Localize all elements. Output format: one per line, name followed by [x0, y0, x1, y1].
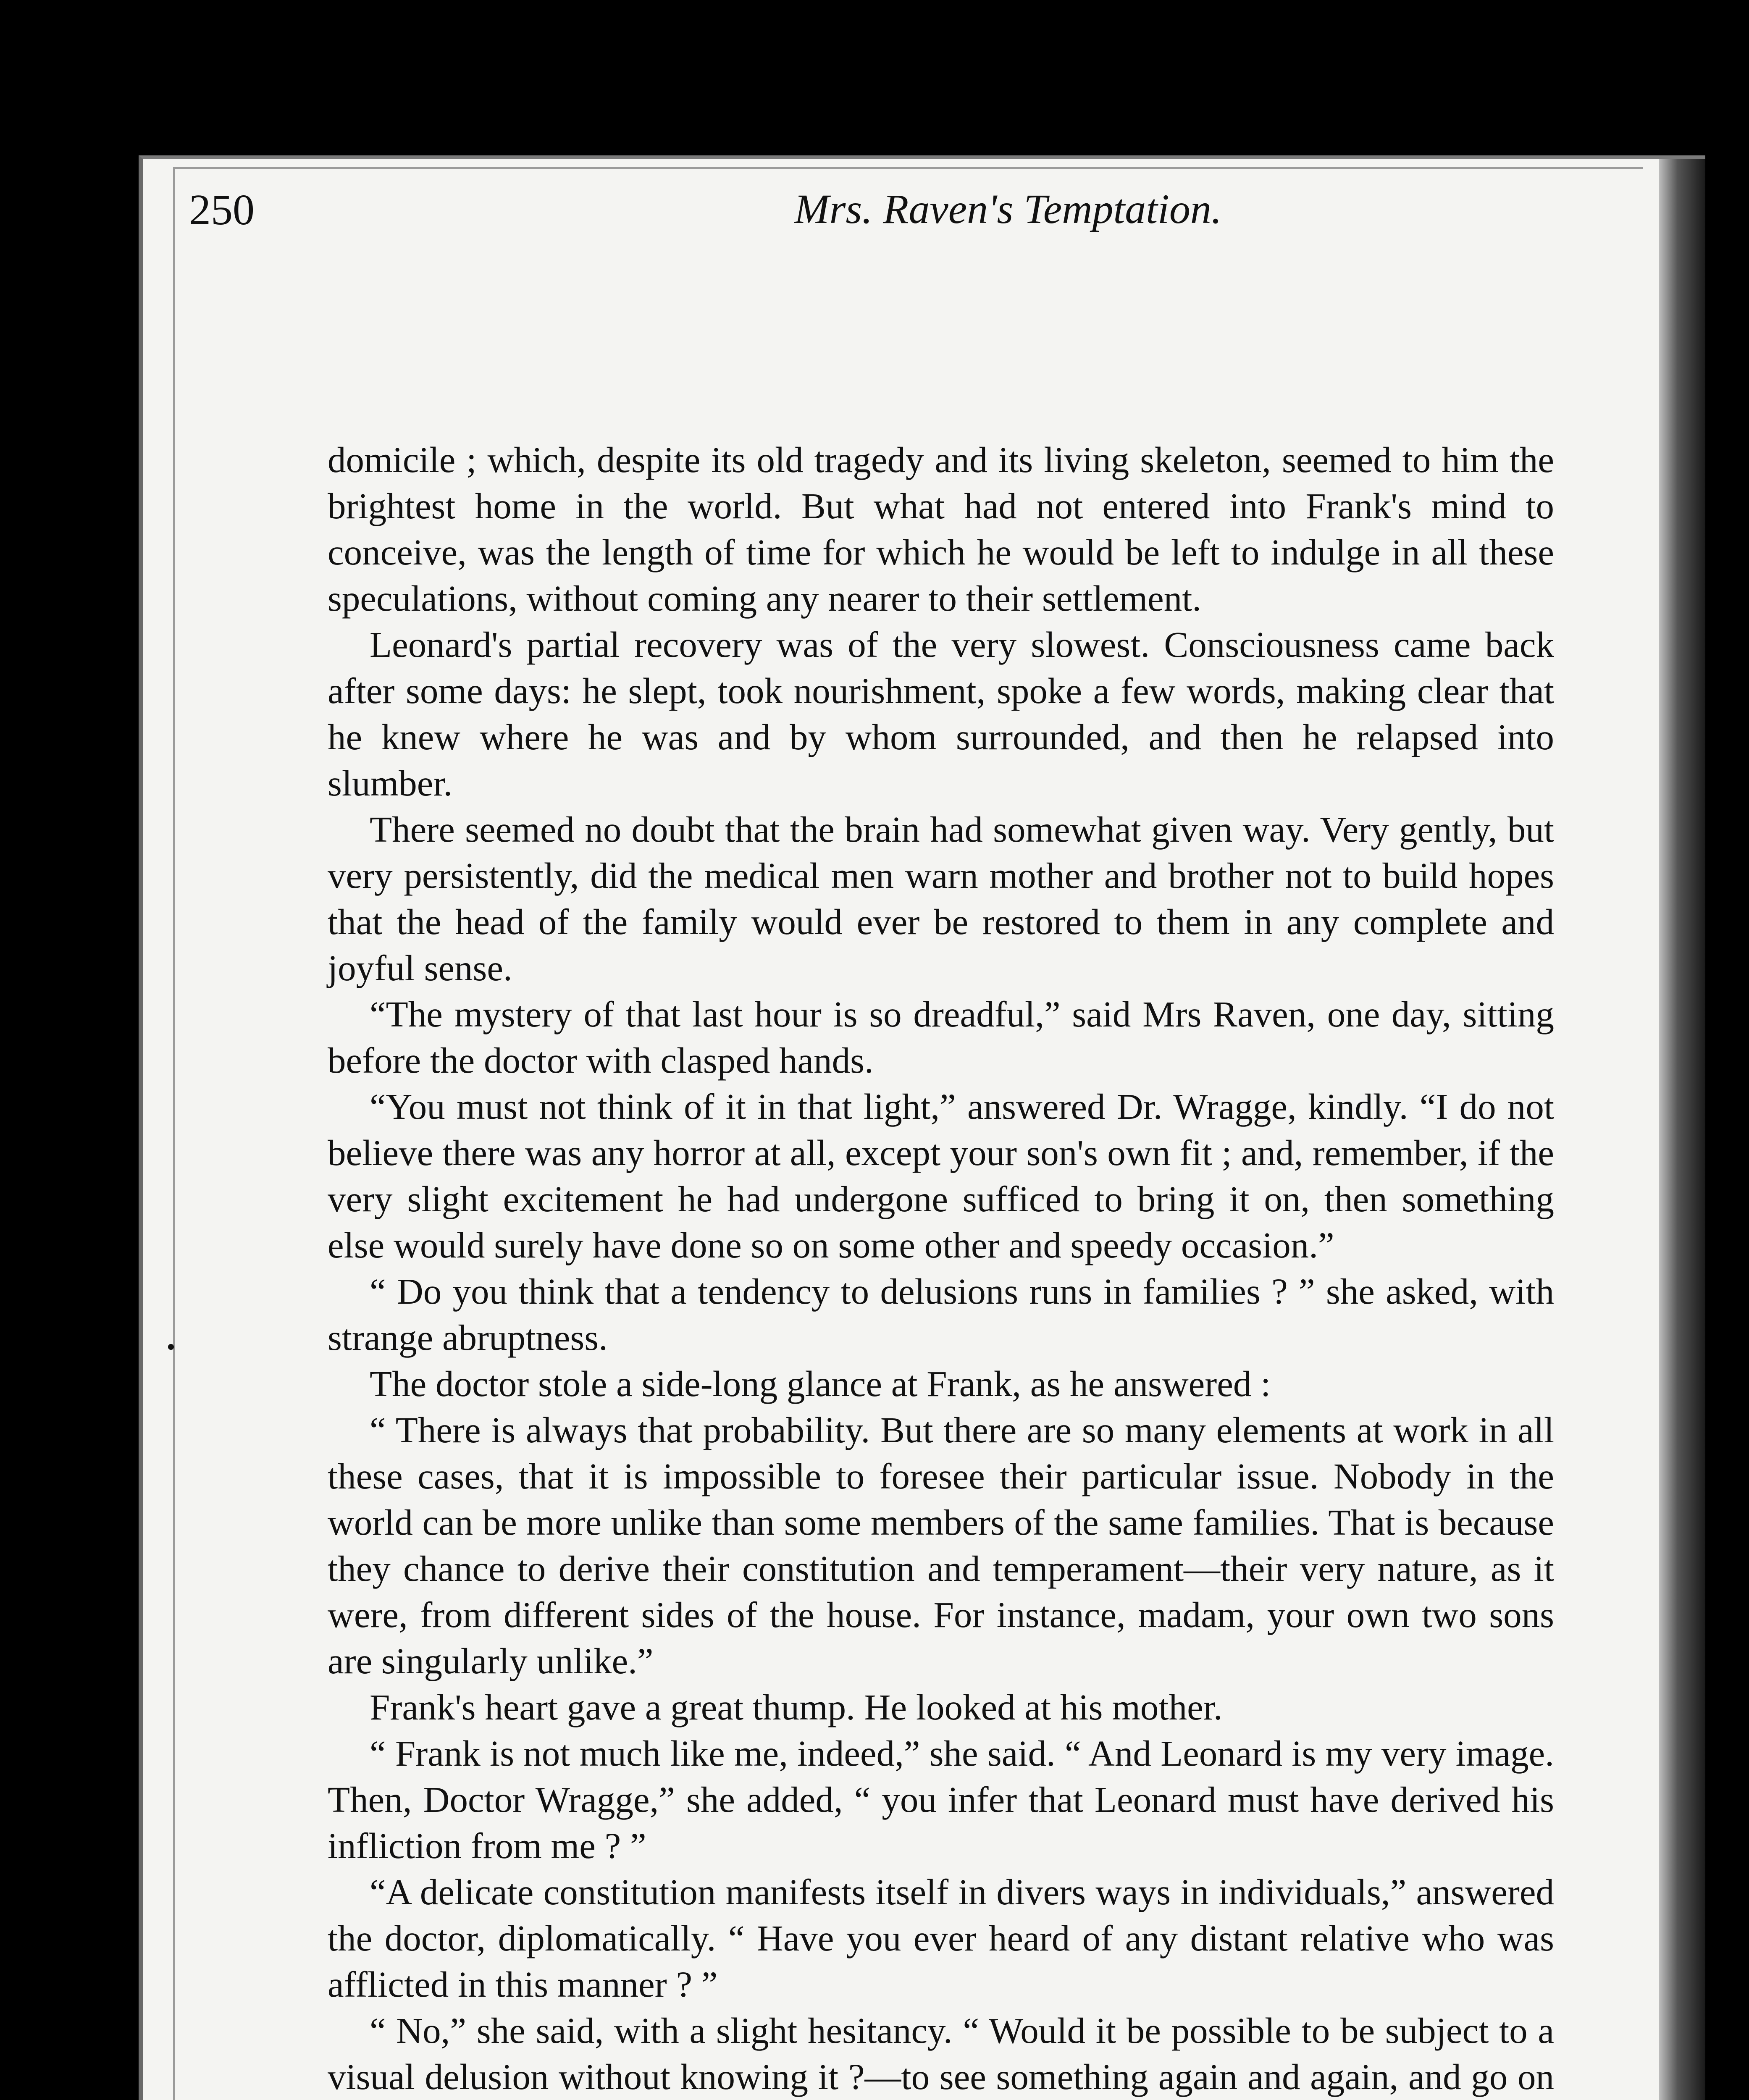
paragraph: “The mystery of that last hour is so dreadful,” said Mrs Raven, one day, sitting before the doctor with clasped hands. — [328, 994, 1554, 1081]
page-number: 250 — [189, 186, 255, 234]
page-border-top — [173, 167, 1643, 169]
paragraph: “ No,” she said, with a slight hesitancy. “ Would it be possible to be subject to a visual delusion without knowing it ?—to see something again and again, and go on — [328, 2010, 1554, 2097]
paragraph: There seemed no doubt that the brain had somewhat given way. Very gently, but very persistently, did the medical men warn mother and brother not to build hopes that the head of the family would ever be restored to them in any complete and joyful sense. — [328, 809, 1554, 988]
paragraph: “ There is always that probability. But there are so many elements at work in all these cases, that it is impossible to foresee their particular issue. Nobody in the world can be more unlike than some members of the same families. That is because they chance to derive their constitution and temperament—their very nature, as it were, from different sides of the house. For instance, madam, your own two sons are singularly unlike.” — [328, 1410, 1554, 1681]
book-spine-shadow — [1659, 159, 1705, 2100]
running-head — [189, 185, 1554, 252]
running-title: Mrs. Raven's Temptation. — [794, 186, 1222, 232]
paragraph: “You must not think of it in that light,” answered Dr. Wragge, kindly. “I do not believe there was any horror at all, except your son's own fit ; and, remember, if the very slight excitement he had undergone sufficed to bring it on, then something else would surely have done so on some other and speedy occasion.” — [328, 1086, 1554, 1265]
body-text — [328, 437, 1554, 2100]
paragraph: “ Frank is not much like me, indeed,” she said. “ And Leonard is my very image. Then, Doctor Wragge,” she added, “ you infer that Leonard must have derived his infliction from me ? ” — [328, 1733, 1554, 1866]
paragraph: “A delicate constitution manifests itself in divers ways in individuals,” answered the doctor, diplomatically. “ Have you ever heard of any distant relative who was afflicted in this manner ? ” — [328, 1872, 1554, 2005]
paragraph: domicile ; which, despite its old tragedy and its living skeleton, seemed to him the brightest home in the world. But what had not entered into Frank's mind to conceive, was the length of time for which he would be left to indulge in all these speculations, without coming any nearer to their settlement. — [328, 439, 1554, 619]
paragraph: Frank's heart gave a great thump. He looked at his mother. — [370, 1687, 1223, 1727]
paragraph: “ Do you think that a tendency to delusions runs in families ? ” she asked, with strange abruptness. — [328, 1271, 1554, 1358]
ink-mark — [168, 1344, 174, 1350]
paragraph: Leonard's partial recovery was of the very slowest. Consciousness came back after some days: he slept, took nourishment, spoke a few words, making clear that he knew where he was and by whom surrounded, and then he relapsed into slumber. — [328, 624, 1554, 803]
paragraph: The doctor stole a side-long glance at Frank, as he answered : — [370, 1363, 1271, 1404]
page-border-left — [173, 167, 175, 2100]
